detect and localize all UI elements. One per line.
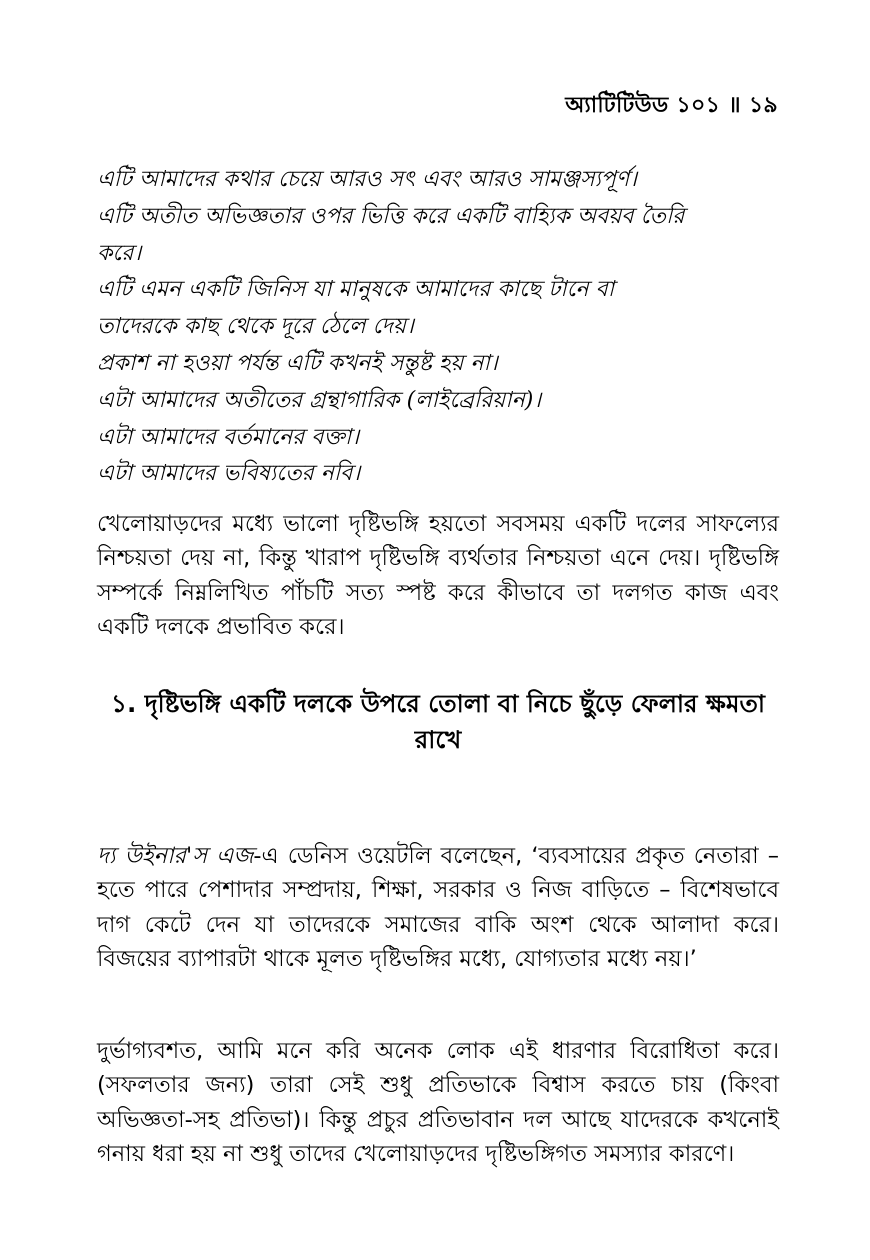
italic-line: এটি অতীত অভিজ্ঞতার ওপর ভিত্তি করে একটি বাহ্যিক অবয়ব তৈরি: [97, 203, 685, 229]
italic-line: এটা আমাদের ভবিষ্যতের নবি।: [97, 461, 361, 487]
italic-line: প্রকাশ না হওয়া পর্যন্ত এটি কখনই সন্তুষ্ট হয় না।: [97, 350, 498, 376]
italic-line: এটি আমাদের কথার চেয়ে আরও সৎ এবং আরও সামঞ্জস্যপূর্ণ।: [97, 167, 638, 192]
body-paragraph: খেলোয়াড়দের মধ্যে ভালো দৃষ্টিভঙ্গি হয়তো সবসময় একটি দলের সাফল্যের নিশ্চয়তা দেয় না, কিন্তু খারাপ দৃষ্টিভঙ্গি ব্যর্থতার নিশ্চয়তা এনে দেয়। দৃষ্টিভঙ্গি সম্পর্কে নিম্নলিখিত পাঁচটি সত্য স্পষ্ট করে কীভাবে তা দলগত কাজ এবং একটি দলকে প্রভাবিত করে।: [97, 510, 779, 641]
italic-list: [97, 162, 787, 493]
italic-line: এটা আমাদের অতীতের গ্রন্থাগারিক (লাইব্রেরিয়ান)।: [97, 387, 542, 413]
italic-line: তাদেরকে কাছ থেকে দূরে ঠেলে দেয়।: [97, 314, 414, 340]
section-heading: ১. দৃষ্টিভঙ্গি একটি দলকে উপরে তোলা বা নিচে ছুঁড়ে ফেলার ক্ষমতা রাখে: [111, 689, 765, 754]
italic-line: এটি এমন একটি জিনিস যা মানুষকে আমাদের কাছে টানে বা: [97, 277, 615, 303]
quote-text: -এ ডেনিস ওয়েটলি বলেছেন, ‘ব্যবসায়ের প্রকৃত নেতারা – হতে পারে পেশাদার সম্প্রদায়, শিক্ষা, সরকার ও নিজ বাড়িতে – বিশেষভাবে দাগ কেটে দেন যা তাদেরকে সমাজের বাকি অংশ থেকে আলাদা করে। বিজয়ের ব্যাপারটা থাকে মূলত দৃষ্টিভঙ্গির মধ্যে, যোগ্যতার মধ্যে নয়।’: [97, 842, 779, 973]
body-paragraph: দুর্ভাগ্যবশত, আমি মনে করি অনেক লোক এই ধারণার বিরোধিতা করে। (সফলতার জন্য) তারা সেই শুধু প্রতিভাকে বিশ্বাস করতে চায় (কিংবা অভিজ্ঞতা-সহ প্রতিভা)। কিন্তু প্রচুর প্রতিভাবান দল আছে যাদেরকে কখনোই গনায় ধরা হয় না শুধু তাদের খেলোয়াড়দের দৃষ্টিভঙ্গিগত সমস্যার কারণে।: [97, 1037, 779, 1168]
body-paragraph-quote: [97, 839, 779, 977]
book-title: দ্য উইনার'স এজ: [97, 842, 254, 869]
italic-line: করে।: [97, 240, 142, 266]
running-header: অ্যাটিটিউড ১০১ ॥ ১৯: [565, 93, 778, 118]
italic-line: এটা আমাদের বর্তমানের বক্তা।: [97, 424, 360, 450]
